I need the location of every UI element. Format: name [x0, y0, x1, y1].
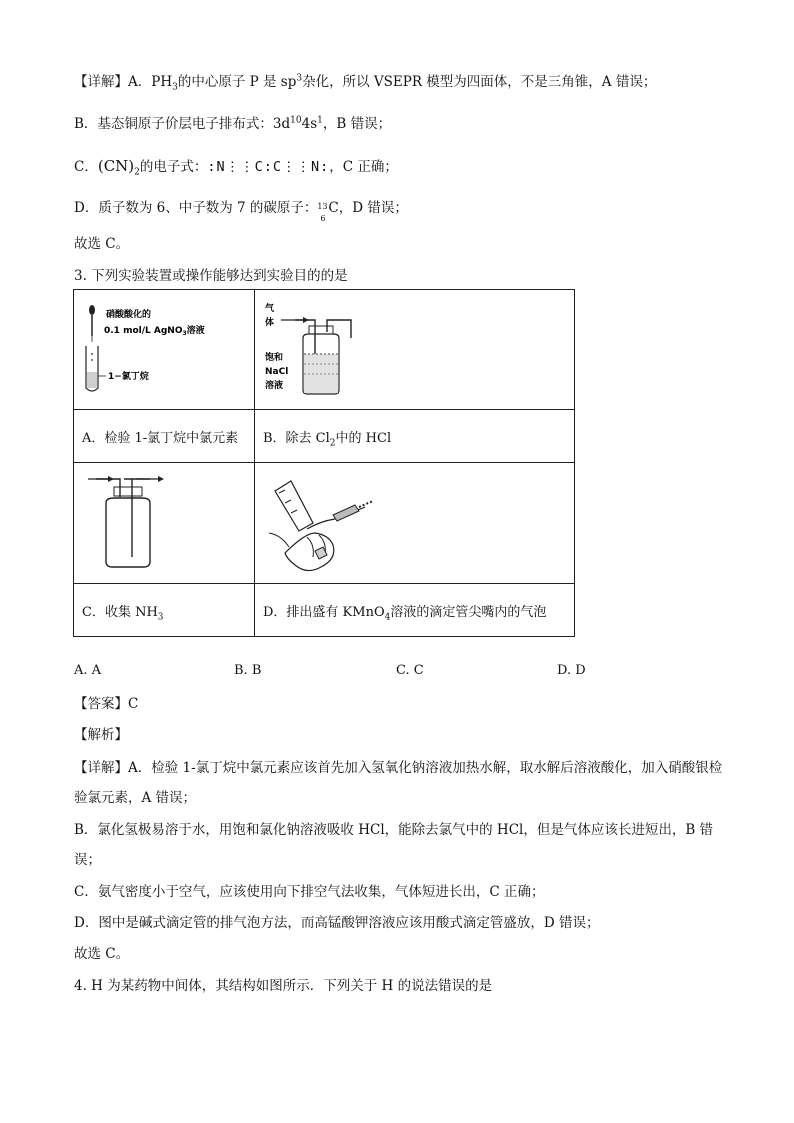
formula-ph3: PH	[151, 74, 173, 90]
text-part: D．质子数为 6、中子数为 7 的碳原子：	[74, 200, 318, 216]
option-a-prefix: A．	[128, 74, 152, 90]
text-part: C．	[74, 159, 98, 175]
table-row	[74, 290, 575, 410]
sub: 2	[134, 167, 140, 178]
sub: 4	[384, 612, 391, 623]
text-part: 4s	[301, 116, 318, 132]
explain-a: 【详解】A．检验 1-氯丁烷中氯元素应该首先加入氢氧化钠溶液加热水解，取水解后溶液酸化，加入硝酸银检验氯元素，A 错误；	[74, 760, 723, 806]
sub: 2	[329, 438, 336, 449]
text-part: ，B 错误；	[322, 116, 392, 132]
choice-d[interactable]: D. D	[557, 663, 586, 678]
label-chlorobutane: 1−氯丁烷	[108, 372, 149, 382]
table-row	[74, 410, 575, 463]
explanation-line-b	[74, 114, 391, 134]
choice-c[interactable]: C. C	[396, 663, 424, 678]
cell-image-b	[255, 290, 575, 410]
caption-d-text: 溶液的滴定管尖嘴内的气泡	[390, 604, 547, 620]
table-row	[74, 584, 575, 637]
cell-image-c	[74, 463, 255, 584]
choice-b[interactable]: B. B	[234, 663, 262, 678]
formula-sub: 3	[172, 82, 178, 93]
formula-cn: (CN)	[97, 157, 135, 175]
explanation-line-c	[74, 156, 398, 177]
caption-b-text: 中的 HCl	[335, 430, 392, 446]
cell-image-d	[255, 463, 575, 584]
caption-b-text: B．除去 Cl	[263, 430, 330, 446]
label-solution: 溶液	[265, 381, 284, 391]
label-nacl: NaCl	[265, 367, 289, 377]
burette-bubble-image	[255, 463, 574, 579]
hybrid-sup: 3	[296, 73, 303, 84]
question-4-stem: 4. H 为某药物中间体，其结构如图所示．下列关于 H 的说法错误的是	[74, 978, 493, 994]
label-agno3: 0.1 mol/L AgNO$_3$溶液	[104, 326, 205, 337]
table-row	[74, 463, 575, 584]
atomic-number: 6	[320, 214, 326, 223]
sup: 1	[317, 115, 323, 126]
label-gas-2: 体	[265, 318, 275, 328]
answer-line: 【答案】C	[74, 696, 139, 712]
caption-a: A．检验 1-氯丁烷中氯元素	[74, 410, 255, 463]
explain-conclusion: 故选 C。	[74, 946, 130, 962]
test-tube-setup-image	[74, 290, 254, 405]
collection-bottle-image	[74, 463, 254, 579]
explain-b: B．氯化氢极易溶于水，用饱和氯化钠溶液吸收 HCl，能除去氯气中的 HCl，但是气体应该长进短出，B 错误；	[74, 822, 714, 868]
caption-b	[255, 410, 575, 463]
cell-image-a	[74, 290, 255, 410]
conclusion-line: 故选 C。	[74, 236, 130, 252]
caption-d	[255, 584, 575, 637]
label-acidified: 硝酸酸化的	[106, 310, 152, 320]
electron-formula: :N⋮⋮C:C⋮⋮N:	[207, 159, 330, 175]
explanation-line-d	[74, 198, 408, 223]
question-3-stem: 3. 下列实验装置或操作能够达到实验目的的是	[74, 268, 348, 284]
caption-d-text: D．排出盛有 KMnO	[263, 604, 385, 620]
text-part: ，D 错误；	[338, 200, 408, 216]
text-part: ，C 正确；	[329, 159, 398, 175]
label-gas-1: 气	[265, 304, 275, 314]
explanation-line-a	[74, 72, 656, 92]
choice-a[interactable]: A. A	[74, 663, 102, 678]
caption-c	[74, 584, 255, 637]
caption-c-text: C．收集 NH	[82, 604, 158, 620]
experiment-table	[73, 289, 575, 637]
text-part: B．基态铜原子价层电子排布式：3d	[74, 116, 291, 132]
sup: 10	[290, 115, 302, 126]
explain-c: C．氨气密度小于空气，应该使用向下排空气法收集，气体短进长出，C 正确；	[74, 884, 545, 900]
mass-number: 13	[317, 202, 328, 211]
text-part: 的中心原子 P 是 sp	[177, 74, 297, 90]
detail-tag: 【详解】	[74, 74, 128, 90]
nuclide-notation	[317, 198, 328, 223]
sub: 3	[157, 612, 164, 623]
label-saturated: 饱和	[265, 353, 284, 363]
explain-d: D．图中是碱式滴定管的排气泡方法，而高锰酸钾溶液应该用酸式滴定管盛放，D 错误；	[74, 915, 600, 931]
element-symbol: C	[328, 200, 339, 216]
gas-washing-bottle-image	[255, 290, 574, 405]
text-part: 的电子式：	[139, 159, 208, 175]
text-part: 杂化，所以 VSEPR 模型为四面体，不是三角锥，A 错误；	[302, 74, 657, 90]
analysis-heading: 【解析】	[74, 727, 128, 743]
